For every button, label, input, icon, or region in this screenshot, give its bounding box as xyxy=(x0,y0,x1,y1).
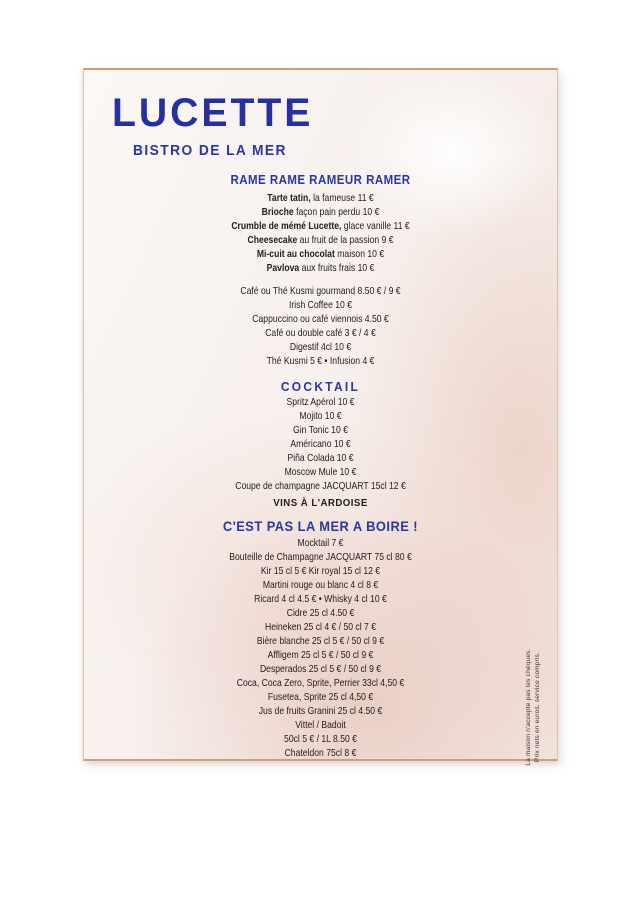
menu-item-text: la fameuse 11 € xyxy=(310,192,374,204)
menu-item xyxy=(127,423,515,437)
menu-item-text: Fusetea, Sprite 25 cl 4,50 € xyxy=(267,691,374,703)
menu-item-text: maison 10 € xyxy=(334,248,385,260)
menu-item xyxy=(127,451,515,465)
menu-item-text: glace vanille 11 € xyxy=(341,220,410,232)
menu-item-name: Mi-cuit au chocolat xyxy=(256,248,335,260)
menu-item-text: au fruit de la passion 9 € xyxy=(297,234,394,246)
menu-item-name: Pavlova xyxy=(266,262,300,274)
menu-item-name: Crumble de mémé Lucette, xyxy=(231,220,342,232)
menu-item xyxy=(127,536,515,550)
menu-item-text: Moscow Mule 10 € xyxy=(284,466,357,478)
menu-item xyxy=(127,395,515,409)
menu-item xyxy=(127,326,515,340)
menu-item-text: Coupe de champagne JACQUART 15cl 12 € xyxy=(235,480,406,492)
menu-sections xyxy=(84,173,557,760)
menu-item-text: Irish Coffee 10 € xyxy=(288,299,353,311)
legal-side-note xyxy=(524,642,554,772)
menu-item-name: Cheesecake xyxy=(247,234,298,246)
menu-section-vins xyxy=(84,497,557,510)
menu-item xyxy=(127,312,515,326)
menu-item-name: Brioche xyxy=(261,206,294,218)
menu-item-text: Kir 15 cl 5 € Kir royal 15 cl 12 € xyxy=(260,565,381,577)
menu-item-text: Ricard 4 cl 4.5 € • Whisky 4 cl 10 € xyxy=(254,593,387,605)
side-note-line: La maison n'accepte pas les chèques. xyxy=(525,648,532,766)
menu-item-text: Jus de fruits Granini 25 cl 4.50 € xyxy=(258,705,383,717)
menu-item xyxy=(127,648,515,662)
menu-item xyxy=(127,437,515,451)
menu-item xyxy=(127,219,515,233)
restaurant-subtitle: BISTRO DE LA MER xyxy=(133,143,287,159)
menu-item xyxy=(127,606,515,620)
menu-item-text: Digestif 4cl 10 € xyxy=(289,341,352,353)
menu-item xyxy=(127,409,515,423)
menu-card xyxy=(83,68,558,766)
section-header-mer: C'EST PAS LA MER A BOIRE ! xyxy=(222,518,419,534)
menu-item xyxy=(127,634,515,648)
menu-item xyxy=(127,284,515,298)
menu-section-mer xyxy=(84,518,557,760)
menu-item xyxy=(127,298,515,312)
menu-item-text: Cidre 25 cl 4.50 € xyxy=(286,607,355,619)
menu-item xyxy=(127,564,515,578)
menu-section-cocktail xyxy=(84,380,557,493)
menu-item-text: Chateldon 75cl 8 € xyxy=(284,747,357,759)
menu-item xyxy=(127,205,515,219)
menu-item xyxy=(127,732,515,746)
menu-item-text: Cappuccino ou café viennois 4.50 € xyxy=(252,313,389,325)
menu-item-text: Thé Kusmi 5 € • Infusion 4 € xyxy=(266,355,375,367)
menu-item xyxy=(127,578,515,592)
menu-item-text: Gin Tonic 10 € xyxy=(293,424,348,436)
menu-item-text: Café ou double café 3 € / 4 € xyxy=(265,327,376,339)
menu-item-text: Bouteille de Champagne JACQUART 75 cl 80 € xyxy=(229,551,412,563)
menu-item xyxy=(127,479,515,493)
restaurant-title: LUCETTE xyxy=(112,91,314,135)
menu-item xyxy=(127,704,515,718)
menu-item xyxy=(127,191,515,205)
menu-item-text: aux fruits frais 10 € xyxy=(299,262,375,274)
menu-item-text: Heineken 25 cl 4 € / 50 cl 7 € xyxy=(264,621,377,633)
menu-section-desserts xyxy=(84,173,557,275)
menu-item-text: Affligem 25 cl 5 € / 50 cl 9 € xyxy=(267,649,374,661)
menu-item xyxy=(127,354,515,368)
menu-item-text: Bière blanche 25 cl 5 € / 50 cl 9 € xyxy=(256,635,385,647)
menu-item-text: 50cl 5 € / 1L 8.50 € xyxy=(284,733,357,745)
menu-item xyxy=(127,746,515,760)
menu-item-text: Martini rouge ou blanc 4 cl 8 € xyxy=(262,579,379,591)
menu-item-text: Desperados 25 cl 5 € / 50 cl 9 € xyxy=(259,663,382,675)
section-header-desserts: RAME RAME RAMEUR RAMER xyxy=(230,173,411,187)
side-note-line: Prix nets en euros, service compris. xyxy=(534,651,541,763)
menu-item-text: façon pain perdu 10 € xyxy=(293,206,380,218)
menu-item xyxy=(127,662,515,676)
menu-item xyxy=(127,690,515,704)
menu-item xyxy=(127,261,515,275)
menu-item-text: Américano 10 € xyxy=(290,438,351,450)
menu-section-cafes xyxy=(84,284,557,368)
menu-item-text: Piña Colada 10 € xyxy=(287,452,354,464)
brand-block xyxy=(84,70,557,159)
menu-item xyxy=(127,465,515,479)
section-header-cocktail: COCKTAIL xyxy=(280,379,361,394)
menu-item xyxy=(127,340,515,354)
menu-item-text: Mojito 10 € xyxy=(299,410,342,422)
menu-item xyxy=(127,550,515,564)
menu-item xyxy=(127,620,515,634)
menu-item xyxy=(127,592,515,606)
menu-item-text: Café ou Thé Kusmi gourmand 8.50 € / 9 € xyxy=(240,285,401,297)
menu-item-text: Coca, Coca Zero, Sprite, Perrier 33cl 4,50 € xyxy=(236,677,405,689)
menu-item xyxy=(127,233,515,247)
section-header-vins: VINS À L'ARDOISE xyxy=(273,497,368,509)
menu-item xyxy=(127,676,515,690)
menu-item xyxy=(127,247,515,261)
menu-item-text: Mocktail 7 € xyxy=(297,537,344,549)
menu-item-name: Tarte tatin, xyxy=(267,192,311,204)
menu-item-text: Spritz Apérol 10 € xyxy=(286,396,355,408)
menu-item-text: Vittel / Badoit xyxy=(295,719,346,731)
menu-item xyxy=(127,718,515,732)
